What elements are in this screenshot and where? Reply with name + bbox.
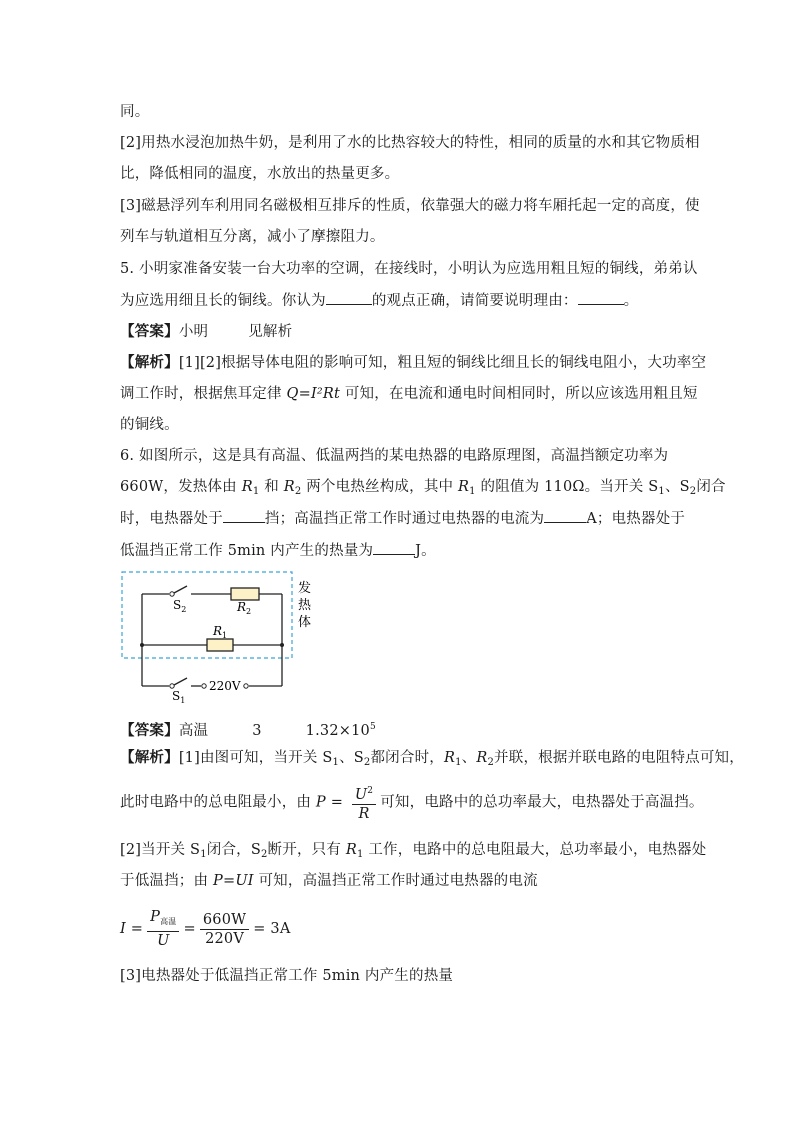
label-r1: $R_1$ [213, 624, 228, 640]
text-line: 于低温挡；由 P=UI 可知，高温挡正常工作时通过电热器的电流 [120, 873, 538, 889]
current-formula: I = $\frac{P_{高温}}{U}$ = $\frac{660W}{220V}$ = 3A [120, 909, 291, 949]
answer-blank[interactable] [544, 508, 586, 523]
label-s2: $S_2$ [173, 598, 187, 614]
answer-blank[interactable] [223, 508, 265, 523]
text-line: 此时电路中的总电阻最小，由 P = $\frac{U^2}{R}$ 可知，电路中的总功率最大，电热器处于高温挡。 [120, 782, 704, 822]
text-line: 调工作时，根据焦耳定律 Q=I²Rt 可知，在电流和通电时间相同时，所以应该选用粗且短 [120, 386, 698, 402]
question-5: 5. 小明家准备安装一台大功率的空调，在接线时，小明认为应选用粗且短的铜线，弟弟认 [120, 261, 698, 277]
switch-s1-blade [174, 678, 187, 685]
label-heater-1: 发 [298, 581, 312, 596]
junction [140, 643, 144, 647]
text-line: 低温挡正常工作 5min 内产生的热量为 J。 [120, 540, 436, 561]
text-line: 的铜线。 [120, 417, 179, 433]
question-6: 6. 如图所示，这是具有高温、低温两挡的某电热器的电路原理图，高温挡额定功率为 [120, 448, 669, 464]
text-line: [2]用热水浸泡加热牛奶，是利用了水的比热容较大的特性，相同的质量的水和其它物质相 [120, 135, 700, 151]
text-line: [3]电热器处于低温挡正常工作 5min 内产生的热量 [120, 968, 454, 984]
joule-formula: Q=I²Rt [286, 386, 341, 402]
text-line: 同。 [120, 104, 150, 120]
label-voltage: 220V [209, 679, 241, 693]
text-line: 列车与轨道相互分离，减小了摩擦阻力。 [120, 229, 385, 245]
terminal [244, 684, 248, 688]
resistor-r2 [231, 588, 259, 600]
resistor-r1 [207, 639, 233, 651]
switch-s1-contact [170, 684, 174, 688]
switch-s2-contact [170, 592, 174, 596]
text-line: 为应选用细且长的铜线。你认为 的观点正确，请简要说明理由： 。 [120, 290, 638, 311]
answer-blank[interactable] [578, 290, 624, 305]
text-line: 比，降低相同的温度，水放出的热量更多。 [120, 166, 400, 182]
answer-line: 【答案】高温 3 $1.32\times 10^5$ [120, 722, 376, 739]
power-formula: $\frac{U^2}{R}$ [352, 782, 376, 823]
answer-blank[interactable] [326, 290, 372, 305]
label-s1: $S_1$ [172, 689, 186, 705]
switch-s2-blade [174, 586, 187, 593]
text-line: 660W，发热体由 $R_1$ 和 $R_2$ 两个电热丝构成，其中 $R_1$ 的阻值为 110Ω。当开关 $S_1$、$S_2$闭合 [120, 479, 726, 497]
junction [280, 643, 284, 647]
text-line: 时，电热器处于 挡；高温挡正常工作时通过电热器的电流为 A；电热器处于 [120, 508, 685, 529]
circuit-diagram [115, 565, 330, 705]
label-r2: $R_2$ [237, 600, 252, 616]
text-line: [2]当开关 $S_1$闭合，$S_2$断开，只有 $R_1$ 工作，电路中的总电阻最大，总功率最小，电热器处 [120, 842, 707, 860]
analysis-line: 【解析】[1][2]根据导体电阻的影响可知，粗且短的铜线比细且长的铜线电阻小，大功率空 [120, 354, 707, 371]
analysis-line: 【解析】[1]由图可知，当开关 $S_1$、$S_2$都闭合时，$R_1$、$R_2$并联，根据并联电路的电阻特点可知， [120, 749, 744, 768]
label-heater-3: 体 [298, 615, 312, 630]
label-heater-2: 热 [298, 598, 312, 613]
text-line: [3]磁悬浮列车利用同名磁极相互排斥的性质，依靠强大的磁力将车厢托起一定的高度，使 [120, 198, 700, 214]
answer-blank[interactable] [373, 540, 415, 555]
answer-line: 【答案】小明 见解析 [120, 323, 293, 340]
terminal [202, 684, 206, 688]
